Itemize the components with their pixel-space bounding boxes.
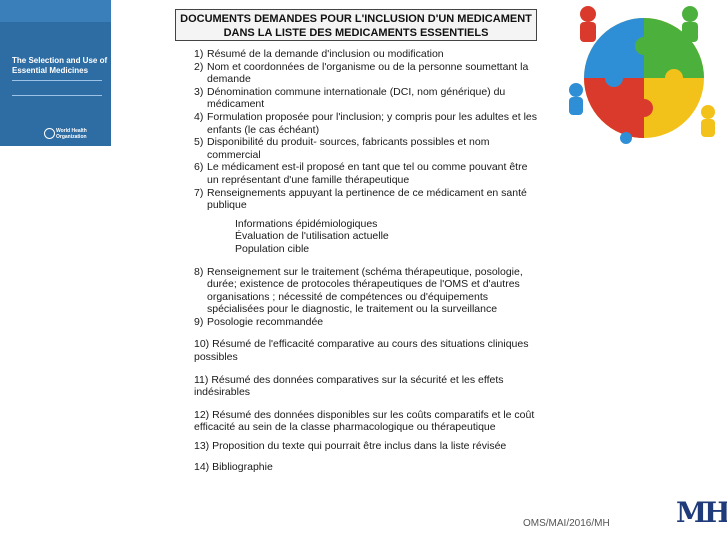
item-number: 7) [194, 186, 204, 199]
list-item [194, 266, 539, 316]
list-item: 11) Résumé des données comparatives sur la sécurité et les effets indésirables [194, 373, 504, 399]
item-number: 8) [194, 265, 204, 278]
list-item: 12) Résumé des données disponibles sur les coûts comparatifs et le coût efficacité au sein de la classe pharmacologique ou thérapeutique [194, 408, 535, 434]
list-item [194, 61, 539, 86]
item-number: 1) [194, 48, 204, 60]
item-text: Dénomination commune internationale (DCI, nom générique) du médicament [207, 85, 506, 111]
item-text: Renseignement sur le traitement (schéma thérapeutique, posologie, durée; existence de protocoles thérapeutiques de l'OMS et d'autres organisations ; nécessité de compétences ou d'équipements spécialisées pour le diagnostic, le traitement ou la surveillance [207, 265, 523, 316]
list-item [194, 136, 539, 161]
item-number: 4) [194, 110, 204, 123]
item-text: Posologie recommandée [207, 315, 324, 328]
list-item [194, 111, 539, 136]
item-number: 3) [194, 85, 204, 98]
heading-line-1: DOCUMENTS DEMANDES POUR L'INCLUSION D'UN MEDICAMENT [180, 13, 532, 25]
person-figure [701, 105, 715, 137]
cover-divider [12, 80, 102, 96]
item-number: 6) [194, 161, 204, 174]
who-emblem-icon [44, 128, 55, 139]
list-item [194, 48, 539, 61]
puzzle-knob [635, 37, 653, 55]
item-number: 5) [194, 136, 204, 149]
cover-title: The Selection and Use of Essential Medicines [12, 56, 108, 75]
list-item: 13) Proposition du texte qui pourrait être inclus dans la liste révisée [194, 440, 507, 453]
person-figure [682, 6, 698, 42]
requirements-list [194, 48, 539, 473]
item-text: Nom et coordonnées de l'organisme ou de la personne soumettant la demande [207, 60, 529, 86]
puzzle-knob [605, 69, 623, 87]
list-item: 14) Bibliographie [194, 460, 273, 473]
puzzle-knob [665, 69, 683, 87]
mh-logo: MH [676, 496, 727, 529]
puzzle-people-illustration [566, 0, 720, 150]
sublist-item: Population cible [235, 242, 310, 255]
document-heading [175, 9, 537, 41]
sublist [194, 218, 539, 256]
item-text: Le médicament est-il proposé en tant que tel ou comme pouvant être un représentant d'une famille thérapeutique [207, 161, 528, 186]
item-text: Disponibilité du produit- sources, fabricants possibles et nom commercial [207, 136, 490, 161]
list-item [194, 86, 539, 111]
item-text: Formulation proposée pour l'inclusion; y compris pour les adultes et les enfants (le cas échéant) [207, 110, 538, 136]
item-text: Renseignements appuyant la pertinence de ce médicament en santé publique [207, 186, 527, 212]
sublist-item: Évaluation de l'utilisation actuelle [235, 230, 389, 243]
item-number: 9) [194, 315, 204, 328]
item-number: 2) [194, 60, 204, 73]
cover-publisher: World Health Organization [56, 128, 87, 140]
cover-header-band [0, 0, 111, 22]
list-item [194, 161, 539, 186]
person-figure [580, 6, 596, 42]
person-figure [620, 132, 632, 144]
item-text: Résumé de la demande d'inclusion ou modification [207, 48, 444, 60]
puzzle-knob [635, 99, 653, 117]
list-item [194, 187, 539, 212]
sublist-item: Informations épidémiologiques [235, 217, 378, 230]
list-item: 10) Résumé de l'efficacité comparative au cours des situations cliniques possibles [194, 338, 529, 364]
report-cover-image [0, 0, 111, 146]
person-figure [569, 83, 583, 115]
footer-reference: OMS/MAI/2016/MH [523, 518, 610, 529]
list-item [194, 316, 539, 329]
heading-line-2: DANS LA LISTE DES MEDICAMENTS ESSENTIELS [223, 27, 489, 39]
